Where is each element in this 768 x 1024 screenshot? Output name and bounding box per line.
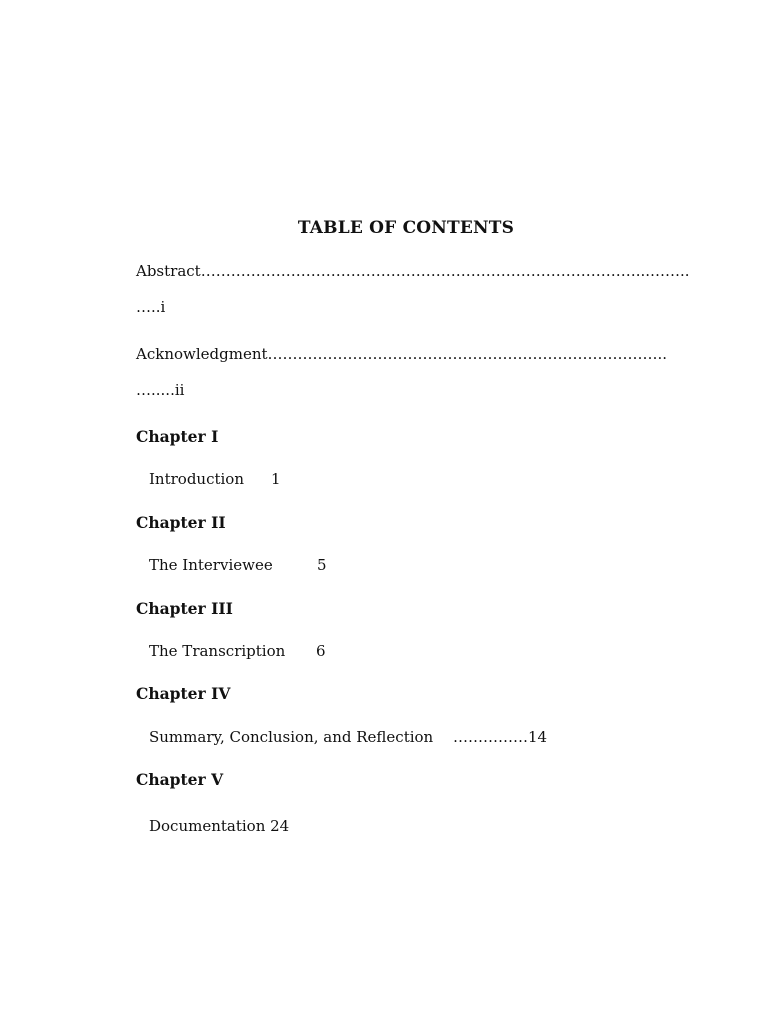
chapter-heading-4: Chapter IV <box>136 684 231 703</box>
toc-entry-transcription: The Transcription <box>149 642 286 660</box>
chapter-heading-5: Chapter V <box>136 770 224 789</box>
page-title: TABLE OF CONTENTS <box>297 218 515 238</box>
chapter-heading-2: Chapter II <box>136 513 226 532</box>
toc-entry-summary: Summary, Conclusion, and Reflection <box>149 728 434 746</box>
chapter-heading-3: Chapter III <box>136 599 233 618</box>
chapter-heading-1: Chapter I <box>136 427 219 446</box>
toc-entry-abstract: Abstract……………………………………………………………………………...…….. <box>136 262 690 280</box>
toc-entry-interviewee: The Interviewee <box>149 556 273 574</box>
toc-page-number: 5 <box>317 556 327 574</box>
toc-entry-documentation: Documentation 24 <box>149 817 290 835</box>
toc-page-number: 1 <box>271 470 281 488</box>
toc-entry-acknowledgment-page: ….....ii <box>136 381 185 399</box>
toc-entry-acknowledgment: Acknowledgment…………………………………………………………………….. <box>136 345 668 363</box>
toc-entry-introduction: Introduction <box>149 470 244 488</box>
toc-page-number: ……………14 <box>453 728 548 746</box>
toc-entry-abstract-page: …..i <box>136 298 166 316</box>
toc-page-number: 6 <box>316 642 326 660</box>
